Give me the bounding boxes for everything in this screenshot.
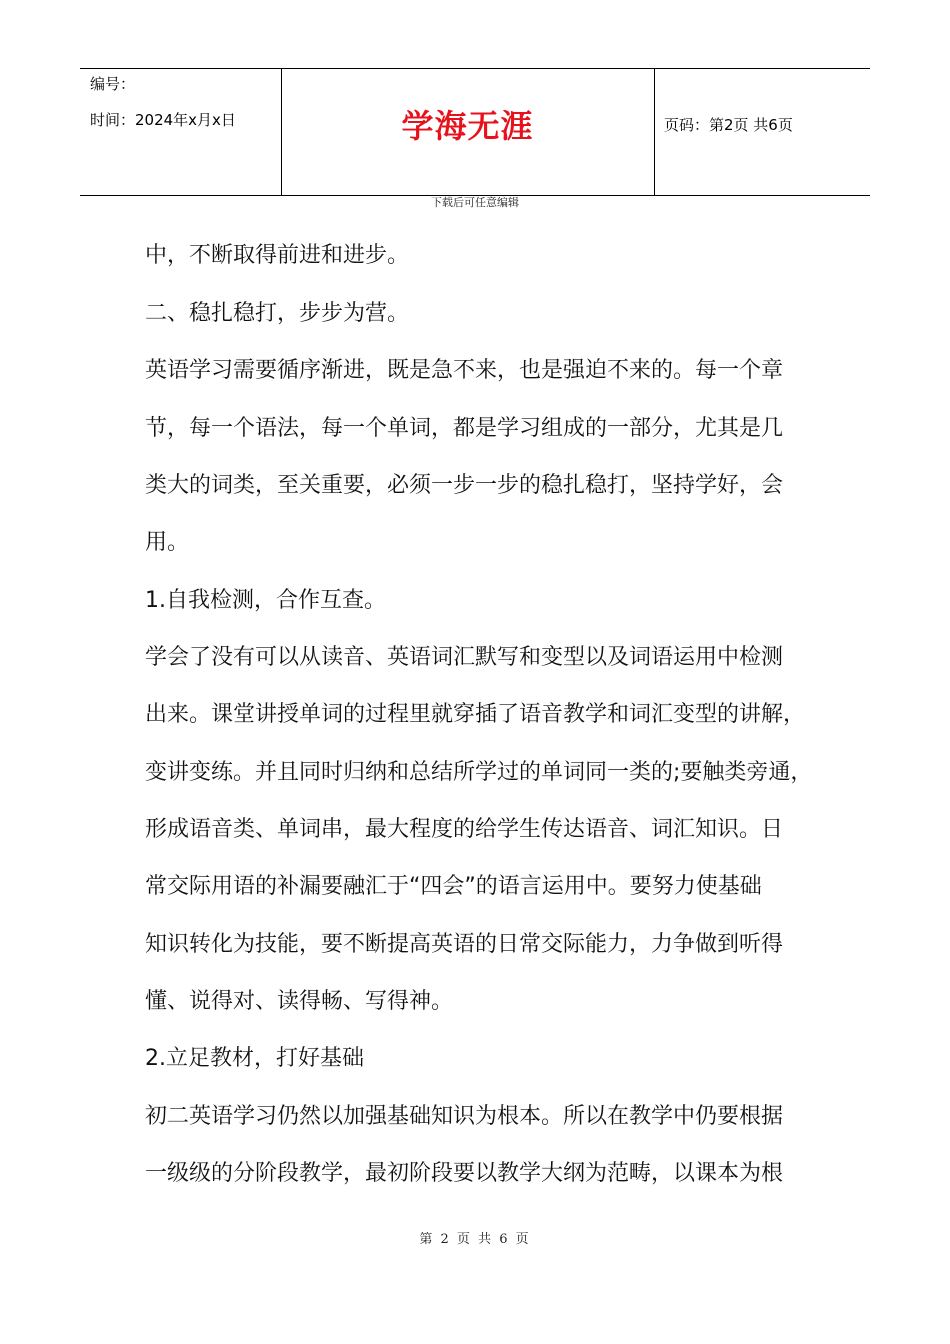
brand-title: 学海无涯 xyxy=(401,107,534,145)
section-heading: 二、稳扎稳打，步步为营。 xyxy=(145,301,410,326)
page-number-info: 页码：第2页 共6页 xyxy=(664,116,793,134)
body-line: 用。 xyxy=(145,530,190,555)
body-line: 形成语音类、单词串，最大程度的给学生传达语音、词汇知识。日 xyxy=(145,817,784,842)
body-line: 一级级的分阶段教学，最初阶段要以教学大纲为范畴，以课本为根 xyxy=(145,1161,784,1186)
body-line: 懂、说得对、读得畅、写得神。 xyxy=(145,989,454,1014)
body-line: 变讲变练。并且同时归纳和总结所学过的单词同一类的;要触类旁通， xyxy=(145,760,813,785)
body-line: 出来。课堂讲授单词的过程里就穿插了语音教学和词汇变型的讲解， xyxy=(145,702,806,727)
body-line: 学会了没有可以从读音、英语词汇默写和变型以及词语运用中检测 xyxy=(145,645,784,670)
body-line: 知识转化为技能，要不断提高英语的日常交际能力，力争做到听得 xyxy=(145,932,784,957)
body-line: 类大的词类，至关重要，必须一步一步的稳扎稳打，坚持学好，会 xyxy=(145,473,784,498)
body-line: 常交际用语的补漏要融汇于“四会”的语言运用中。要努力使基础 xyxy=(145,874,762,899)
body-line: 初二英语学习仍然以加强基础知识为根本。所以在教学中仍要根据 xyxy=(145,1104,784,1129)
serial-number-label: 编号： xyxy=(90,75,136,93)
date-field: 时间：2024年x月x日 xyxy=(90,111,236,129)
body-line: 英语学习需要循序渐进，既是急不来，也是强迫不来的。每一个章 xyxy=(145,358,784,383)
body-line: 中，不断取得前进和进步。 xyxy=(145,243,410,268)
subsection-heading: 2.立足教材，打好基础 xyxy=(145,1046,364,1071)
page-footer: 第 2 页 共 6 页 xyxy=(419,1232,531,1247)
download-note: 下载后可任意编辑 xyxy=(431,196,519,209)
subsection-heading: 1.自我检测，合作互查。 xyxy=(145,588,386,613)
header-divider-right xyxy=(654,69,655,195)
header-table xyxy=(80,68,870,196)
body-line: 节，每一个语法，每一个单词，都是学习组成的一部分，尤其是几 xyxy=(145,416,784,441)
